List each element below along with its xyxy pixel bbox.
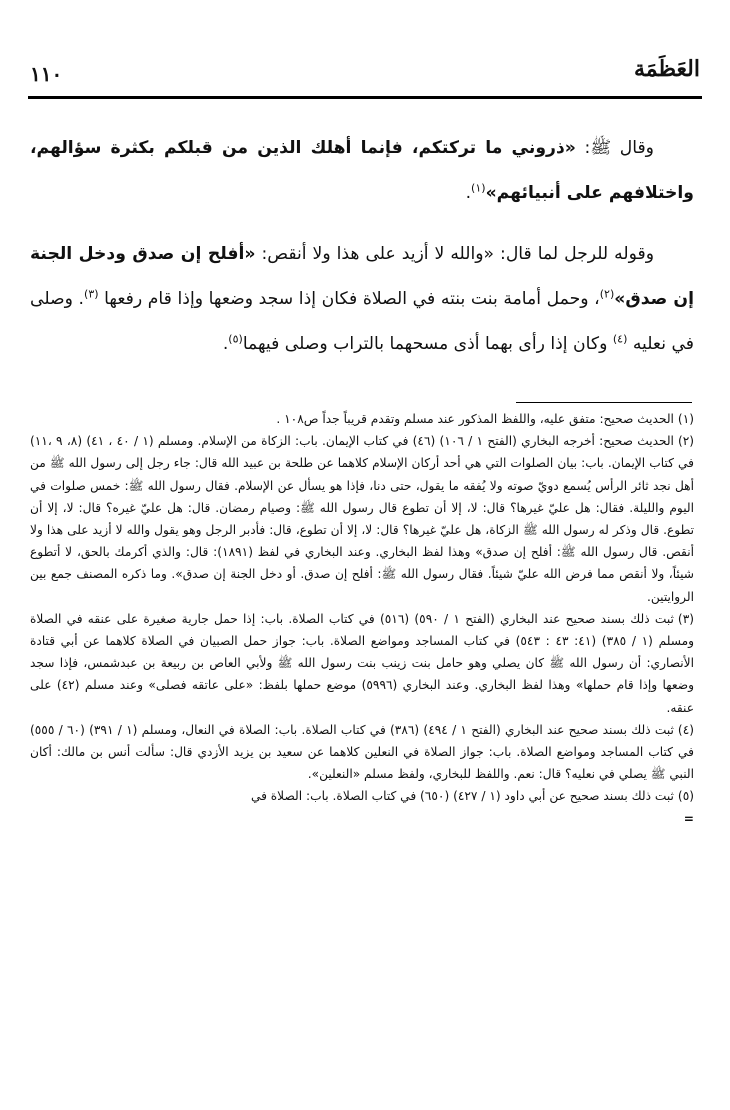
p1-tail: . — [465, 183, 472, 203]
footnote-text: الحديث صحيح: أخرجه البخاري (الفتح ١ / ١٠٦) (٤٦) في كتاب الإيمان. باب: الزكاة من الإسلام. ومسلم (١ / ٤٠ ، ٤١) (٨، ٩ ،١١) في كتاب الإيمان. باب: بيان الصلوات التي هي أحد أركان الإسلام كلاهما عن طلحة بن عبيد الله قال: جاء رجل إلى رسول الله ﷺ من أهل نجد ثائر الرأس يُسمع دويّ صوته ولا يُفقه ما يقول، حتى دنا، فإذا هو يسأل عن الإسلام. فقال رسول الله ﷺ: خمس صلوات في اليوم والليلة. فقال: هل عليّ غيرها؟ قال: لا، إلا أن تطوع قال رسول الله ﷺ: وصيام رمضان. قال: هل عليّ غيره؟ قال: لا، إلا أن تطوع. قال وذكر له رسول الله ﷺ الزكاة، هل عليّ غيرها؟ قال: لا، إلا أن تطوع، قال: فأدبر الرجل وهو يقول والله لا أزيد على هذا ولا أنقص. قال رسول الله ﷺ: أفلح إن صدق» وهذا لفظ البخاري. وعند البخاري في لفظ (١٨٩١): قال: والذي أكرمك بالحق، لا أتطوع شيئاً، ولا أنقص مما فرض الله عليّ شيئاً. فقال رسول الله ﷺ: أفلح إن صدق. أو دخل الجنة إن صدق». وما ذكره المصنف جمع بين الروايتين. — [30, 434, 694, 604]
footnote-text: ثبت ذلك بسند صحيح عند البخاري (الفتح ١ / ٤٩٤) (٣٨٦) في كتاب الصلاة. باب: الصلاة في النعال، ومسلم (١ / ٣٩١) (٦٠ / ٥٥٥) في كتاب المساجد ومواضع الصلاة. باب: جواز الصلاة في النعلين كلاهما عن سعيد بن يزيد الأزدي قال: سألت أنس بن مالك: أكان النبي ﷺ يصلي في نعليه؟ قال: نعم. واللفظ للبخاري، ولفظ مسلم «النعلين». — [30, 722, 694, 782]
footnote-text: ثبت ذلك بسند صحيح عند البخاري (الفتح ١ / ٥٩٠) (٥١٦) في كتاب الصلاة. باب: إذا حمل جارية صغيرة على عنقه في الصلاة ومسلم (١ / ٣٨٥) (٤١: ٤٣ : ٥٤٣) في كتاب المساجد ومواضع الصلاة. باب: جواز حمل الصبيان في الصلاة كلاهما عن أبي قتادة الأنصاري: أن رسول الله ﷺ كان يصلي وهو حامل بنت زينب بنت رسول الله ﷺ ولأبي العاص بن ربيعة بن عبدشمس، فإذا سجد وضعها وإذا قام حملها» وهذا لفظ البخاري. وعند البخاري (٥٩٩٦) موضع حملها بلفظ: «على عاتقه فصلى» وعند مسلم (٤٢) على عنقه. — [30, 611, 695, 715]
paragraph-1 — [30, 126, 694, 216]
footnote-ref-1: (١) — [471, 181, 486, 195]
footnote-number: (٤) — [677, 722, 694, 737]
footnote-text: الحديث صحيح: متفق عليه، واللفظ المذكور عند مسلم وتقدم قريباً جداً ص١٠٨ . — [276, 412, 674, 426]
page-title: العَظَمَة — [634, 56, 700, 82]
p2-text4: وكان إذا رأى بهما أذى مسحهما بالتراب وصلى فيهما — [242, 334, 613, 354]
p2-lead: وقوله للرجل لما قال: «والله لا أزيد على هذا ولا أنقص: — [255, 244, 654, 264]
footnote-number: (٢) — [677, 434, 695, 449]
p1-quote: «ذروني ما تركتكم، فإنما أهلك الذين من قبلكم بكثرة سؤالهم، واختلافهم على أنبيائهم» — [30, 138, 694, 203]
footnote-text: ثبت ذلك بسند صحيح عن أبي داود (١ / ٤٢٧) (٦٥٠) في كتاب الصلاة. باب: الصلاة في — [250, 789, 674, 804]
main-text — [30, 126, 694, 367]
footnote-ref-3: (٣) — [84, 287, 99, 301]
paragraph-2 — [30, 232, 694, 367]
footnote-2 — [30, 430, 694, 608]
p2-text3: . وصلى في نعليه — [30, 289, 694, 354]
page-number: ١١٠ — [30, 62, 63, 86]
footnote-number: (٥) — [677, 789, 694, 804]
footnote-1 — [30, 408, 694, 430]
footnote-separator — [516, 402, 692, 403]
p2-tail: . — [222, 334, 229, 354]
footnote-ref-2: (٢) — [599, 287, 615, 301]
footnote-ref-4: (٤) — [612, 332, 628, 346]
footnote-3 — [30, 608, 694, 719]
footnote-continuation-mark: = — [683, 811, 694, 826]
footnote-number: (١) — [677, 412, 694, 426]
footnote-4 — [30, 719, 694, 786]
p2-text2: ، وحمل أمامة بنت بنته في الصلاة فكان إذا سجد وضعها وإذا قام رفعها — [98, 289, 600, 309]
header-rule — [28, 96, 702, 99]
footnote-ref-5: (٥) — [228, 332, 243, 346]
p2-quote: «أفلح إن صدق ودخل الجنة إن صدق» — [30, 244, 694, 309]
footnote-5 — [30, 785, 694, 807]
page-header — [30, 56, 700, 96]
footnotes — [30, 408, 694, 830]
footnote-number: (٣) — [677, 611, 694, 626]
p1-lead: وقال ﷺ: — [575, 138, 654, 158]
